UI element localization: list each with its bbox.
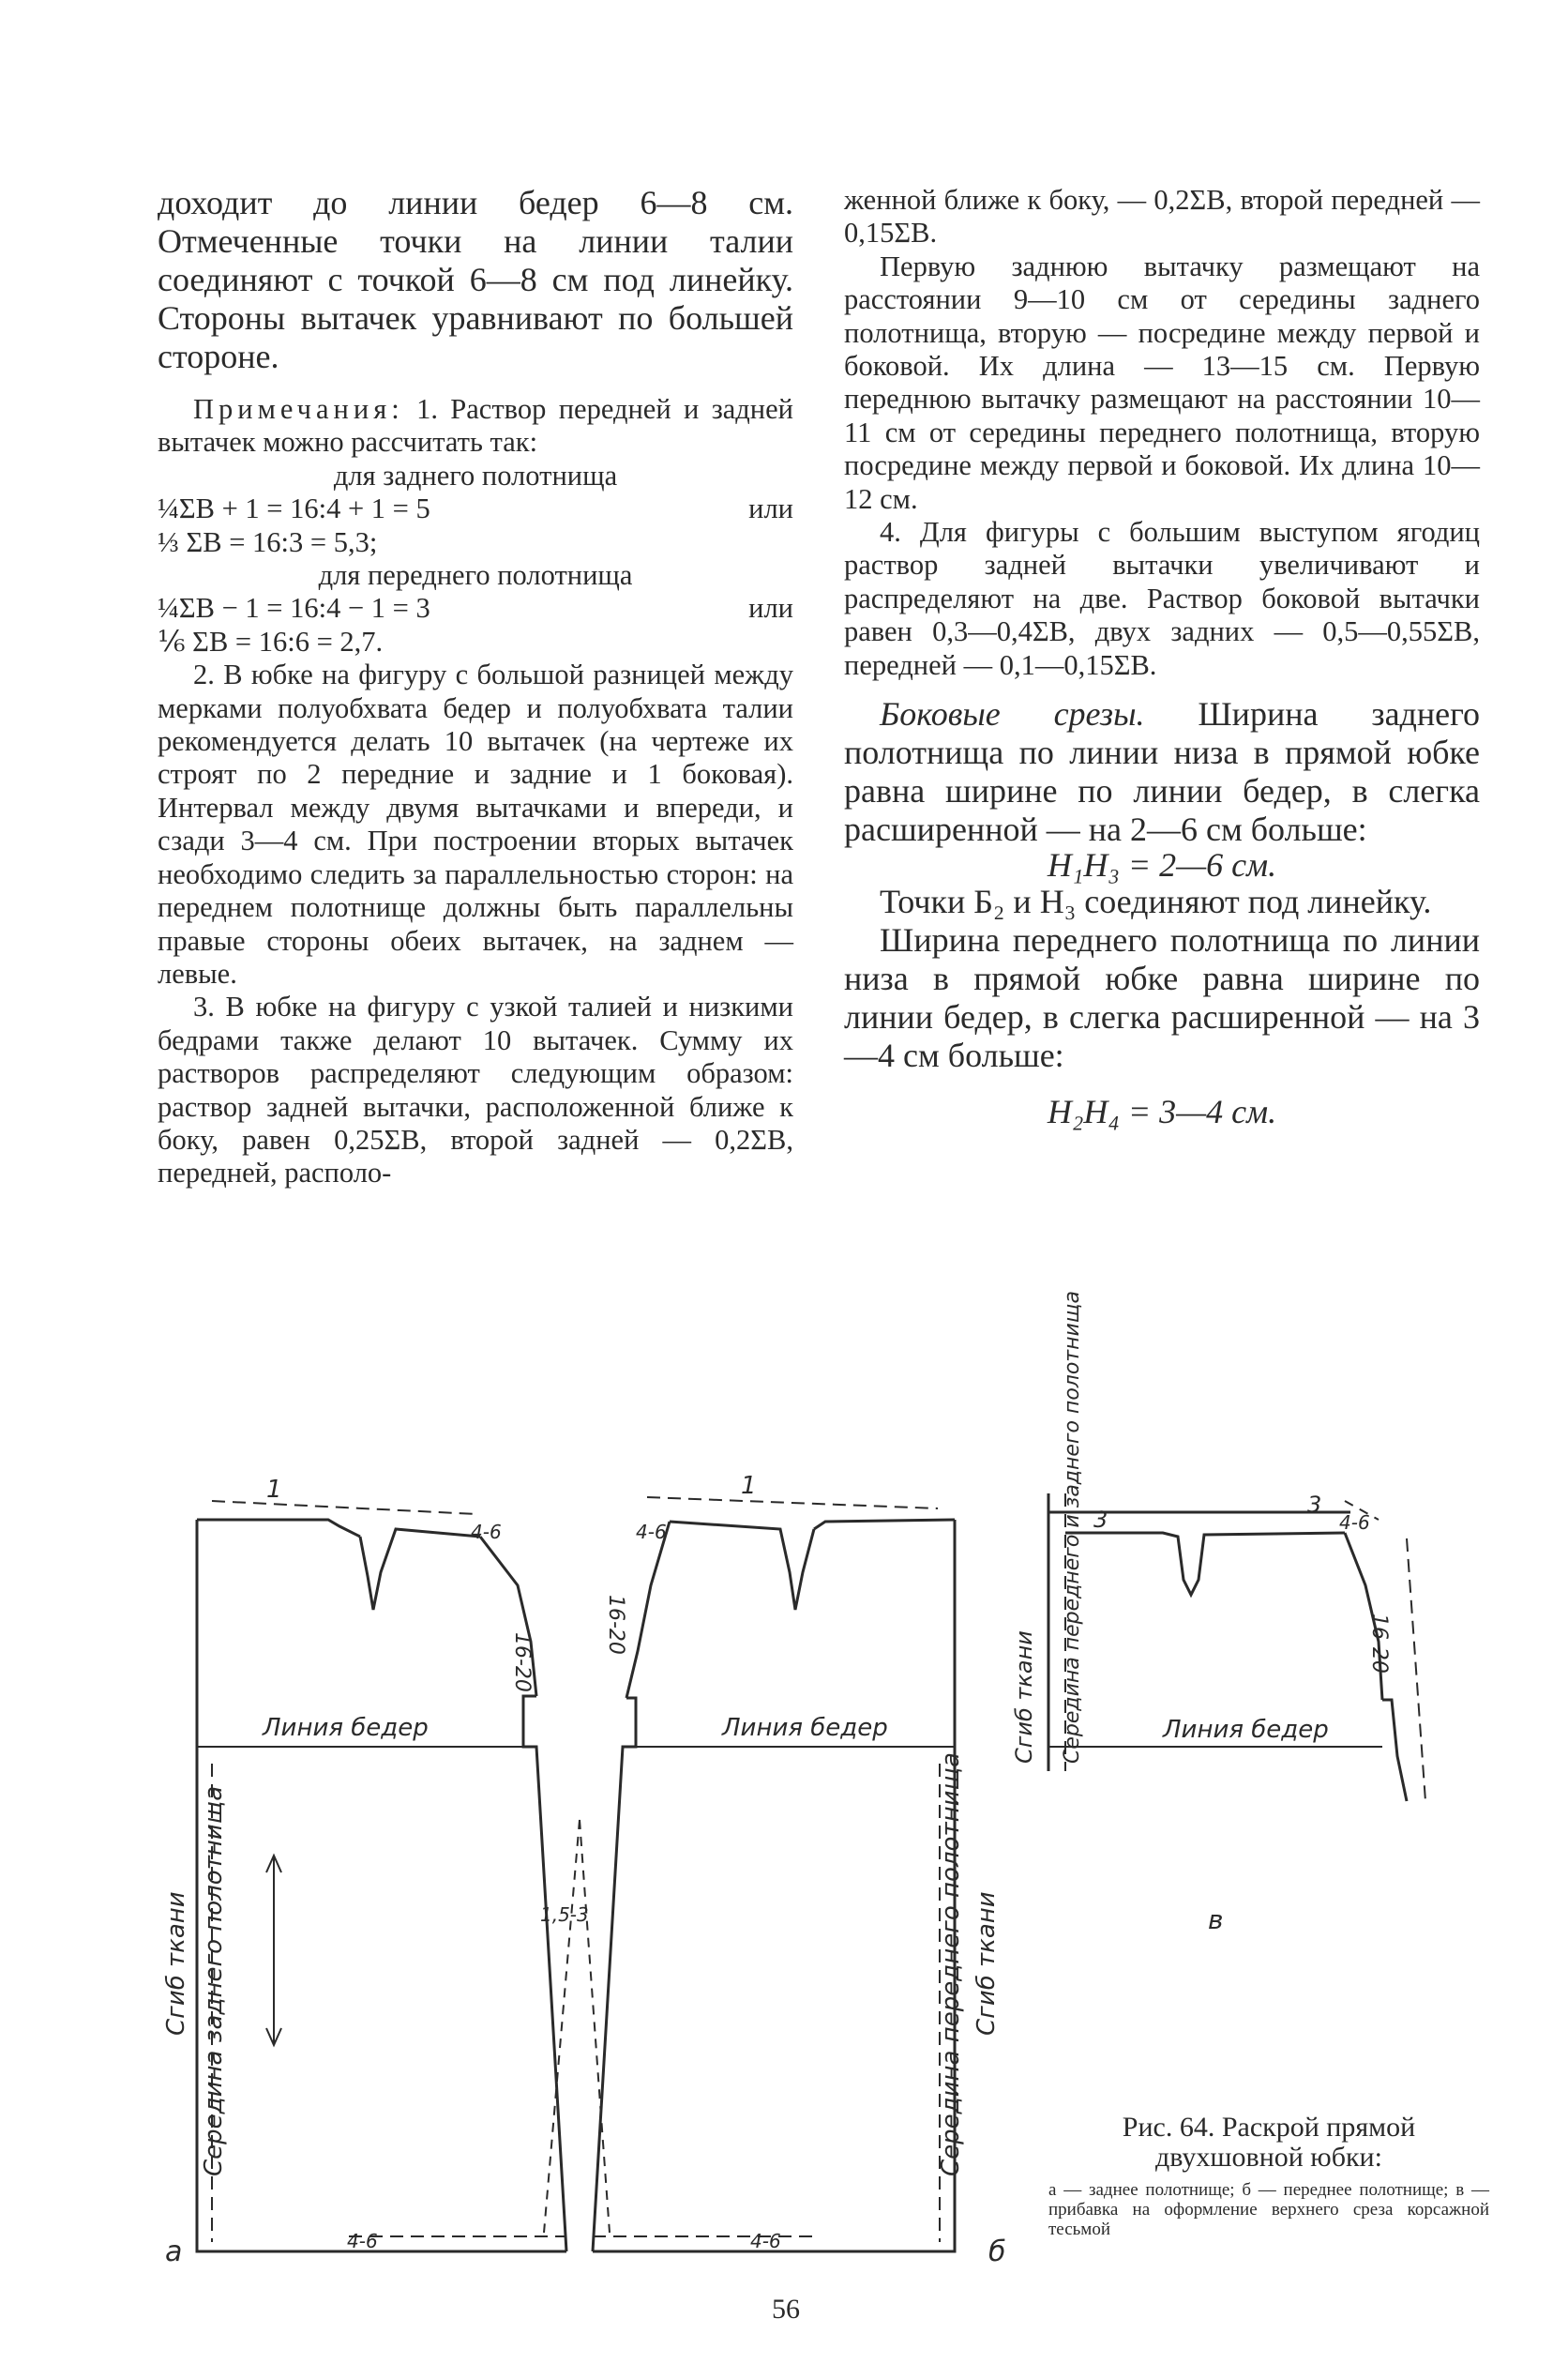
- panel-letter: а: [165, 2235, 183, 2268]
- dimension-label: 1: [266, 1476, 282, 1504]
- dimension-label: 16-20: [510, 1632, 534, 1692]
- paragraph: 3. В юбке на фигуру с узкой талией и низкими бедрами также делают 10 вытачек. Сумму их растворов распределяют следующим образом: раствор задней вытачки, расположенной ближе к боку, равен 0,25ΣВ, второй задней — 0,2ΣВ, передней, располо-: [158, 991, 793, 1190]
- paragraph: Точки Б₂ и Н₃ соединяют под линейку.: [880, 882, 1432, 920]
- paragraph: доходит до линии бедер 6—8 см. Отмеченные точки на линии талии соединяют с точкой 6—8 см под линейку. Стороны вытачек уравнивают по большей стороне.: [158, 184, 793, 375]
- dimension-label: 4-6: [750, 2230, 781, 2252]
- dimension-label: 16-20: [1367, 1614, 1391, 1674]
- back-panel: [197, 1501, 566, 2251]
- fold-label: Сгиб ткани: [972, 1891, 1001, 2036]
- paragraph: 2. В юбке на фигуру с большой разницей между мерками полуобхвата бедер и полуобхвата талии рекомендуется делать 10 вытачек (на чертеже их строят по 2 передние и задние и 1 боковая). Интервал между двумя вытачками и впереди, и сзади 3—4 см. При построении вторых вытачек необходимо следить за параллельностью сторон: на переднем полотнище должны быть параллельны правые стороны обеих вытачек, на заднем — левые.: [158, 659, 793, 990]
- dimension-label: 4-6: [471, 1521, 502, 1543]
- or-word: или: [748, 492, 793, 525]
- dimension-label: 1,5-3: [540, 1903, 589, 1926]
- paragraph: Ширина переднего полотнища по линии низа в прямой юбке равна ширине по линии бедер, в слегка расширенной — на 3—4 см больше:: [844, 920, 1480, 1074]
- hip-line-label: Линия бедер: [1163, 1716, 1329, 1744]
- caption-title: Рис. 64. Раскрой прямой двухшовной юбки:: [1122, 2112, 1416, 2173]
- dimension-label: 3: [1307, 1492, 1322, 1518]
- fold-label: Сгиб ткани: [1011, 1630, 1037, 1764]
- middle-label: Середина заднего полотнища: [200, 1785, 228, 2176]
- page-number: 56: [772, 2294, 800, 2325]
- notes-heading: Примечания:: [193, 393, 404, 425]
- front-label: для переднего полотнища: [318, 559, 633, 592]
- formula-2: Н₂Н₄ = 3—4 см.: [1047, 1092, 1277, 1130]
- back-label: для заднего полотнища: [333, 459, 618, 492]
- paragraph: женной ближе к боку, — 0,2ΣВ, второй передней — 0,15ΣВ.: [844, 184, 1480, 250]
- paragraph: Первую заднюю вытачку размещают на расстоянии 9—10 см от середины заднего полотнища, вторую — посредине между первой и боковой. Их длина — 13—15 см. Первую переднюю вытачку размещают на расстоянии 10—11 см от середины переднего полотнища, вторую посредине между первой и боковой. Их длина 10—12 см.: [844, 250, 1480, 515]
- side-cuts-text: Ширина заднего полотнища по линии низа в прямой юбке равна ширине по линии бедер, в слегка расширенной — на 2—6 см больше:: [844, 695, 1480, 849]
- fold-label: Сгиб ткани: [162, 1891, 190, 2036]
- figure-caption: [1048, 2113, 1489, 2239]
- formula: ¼ΣВ + 1 = 16:4 + 1 = 5: [158, 492, 430, 525]
- formula-1: Н₁Н₃ = 2—6 см.: [1047, 846, 1277, 885]
- formula: ⅓ ΣВ = 16:3 = 5,3;: [158, 525, 378, 558]
- panel-letter: в: [1208, 1904, 1224, 1935]
- panel-letter: б: [988, 2235, 1006, 2268]
- caption-subtitle: а — заднее полотнище; б — переднее полотнище; в — прибавка на оформление верхнего среза корсажной тесьмой: [1048, 2180, 1489, 2239]
- middle-label: Середина переднего полотнища: [937, 1752, 965, 2176]
- dimension-label: 4-6: [636, 1521, 667, 1543]
- dimension-label: 1: [741, 1472, 757, 1500]
- hip-line-label: Линия бедер: [722, 1714, 888, 1742]
- note-1: 1. Раствор передней и задней вытачек можно рассчитать так:: [158, 393, 793, 459]
- formula: ¼ΣВ − 1 = 16:4 − 1 = 3: [158, 592, 430, 625]
- paragraph: 4. Для фигуры с большим выступом ягодиц раствор задней вытачки увеличивают и распределяют на две. Раствор боковой вытачки равен 0,3—0,4ΣВ, двух задних — 0,5—0,55ΣВ, передней — 0,1—0,15ΣВ.: [844, 516, 1480, 681]
- dimension-label: 4-6: [1339, 1511, 1370, 1534]
- or-word: или: [748, 592, 793, 625]
- middle-label: Середина переднего и заднего полотнища: [1061, 1290, 1084, 1764]
- hip-line-label: Линия бедер: [263, 1714, 429, 1742]
- dimension-label: 3: [1093, 1507, 1108, 1533]
- side-cuts-heading: Боковые срезы.: [880, 695, 1145, 734]
- dimension-label: 16-20: [604, 1595, 627, 1655]
- formula: ⅙ ΣВ = 16:6 = 2,7.: [158, 625, 384, 658]
- dimension-label: 4-6: [347, 2230, 378, 2252]
